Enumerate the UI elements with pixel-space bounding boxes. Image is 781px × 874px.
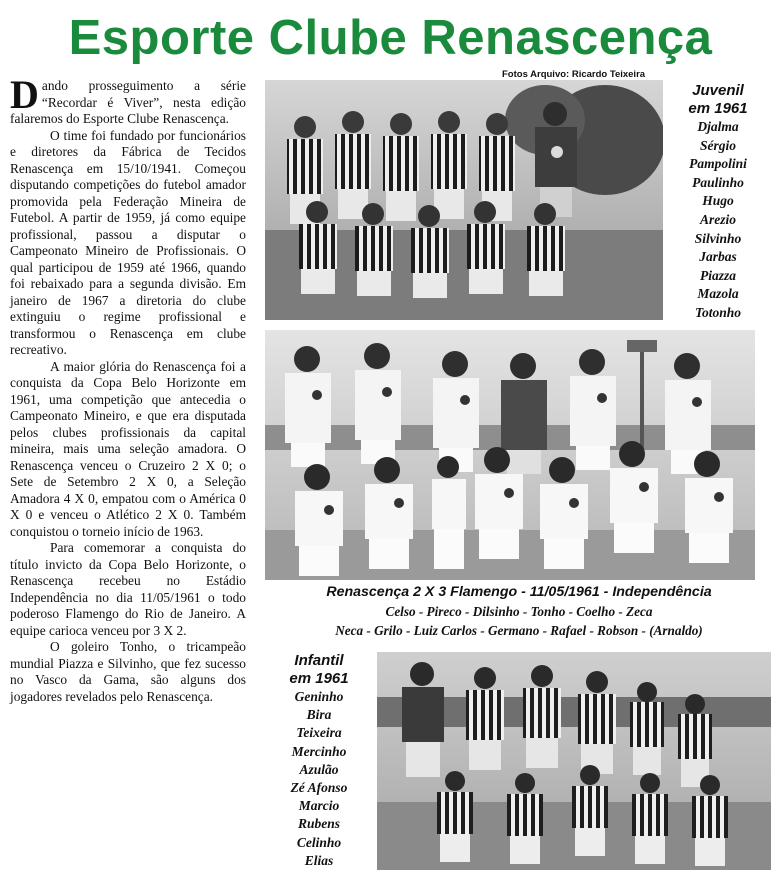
- juvenil-team-photo: [265, 80, 663, 320]
- player-name: Sérgio: [699, 137, 736, 153]
- player-name: Azulão: [299, 761, 339, 777]
- flamengo-game-team-photo-image: [265, 330, 755, 580]
- player-name: Arezio: [699, 211, 736, 227]
- player-name: Celinho: [296, 834, 342, 850]
- player-name: Mercinho: [291, 743, 347, 759]
- infantil-heading-line2: em 1961: [289, 670, 349, 687]
- player-name: Paulinho: [692, 174, 744, 190]
- player-name: Bira: [306, 707, 332, 723]
- juvenil-team-photo-image: [265, 80, 663, 320]
- player-name: Elias: [304, 852, 334, 868]
- page-title: Esporte Clube Renascença: [68, 11, 713, 65]
- flamengo-game-team-photo: [265, 330, 755, 580]
- player-name: Geninho: [294, 689, 344, 704]
- infantil-heading-line1: Infantil: [294, 652, 344, 669]
- juvenil-heading: [666, 82, 770, 118]
- player-name: Mazola: [697, 286, 739, 302]
- article-paragraph: A maior glória do Renascença foi a conquista da Copa Belo Horizonte em 1961, uma competição que antecedia o Campeonato Mineiro, e que era disputada pelos clubes profissionais da capital mineira, mais uma seleção amadora. O Renascença venceu o Cruzeiro 2 X 0; o Sete de Setembro 2 X 0, a Seleção Amadora 4 X 0, empatou com o América 0 X 0 e venceu o Atlético 2 X 0. Também conquistou o torneio início de 1963.: [10, 358, 246, 539]
- drop-cap: D: [10, 72, 39, 117]
- article-paragraph: [10, 72, 246, 128]
- infantil-team-photo-image: [377, 652, 771, 870]
- player-name: Totonho: [694, 304, 742, 320]
- player-name: Rubens: [297, 816, 341, 832]
- player-name: Hugo: [702, 193, 734, 209]
- infantil-caption: [270, 652, 368, 870]
- player-name: Marcio: [298, 798, 340, 814]
- match-result: Renascença 2 X 3 Flamengo - 11/05/1961 - Independência: [326, 584, 712, 600]
- juvenil-heading-line2: em 1961: [688, 100, 748, 117]
- infantil-team-photo: [377, 652, 771, 870]
- juvenil-heading-line1: Juvenil: [692, 82, 744, 99]
- juvenil-caption: [666, 82, 770, 323]
- article-paragraph: O time foi fundado por funcionários e diretores da Fábrica de Tecidos Renascença em 15/10/1941. Começou disputando competições do futebol amador promovida pela Federação Mineira de Futebol. A partir de 1959, já como equipe profissional, passou a disputar o Campeonato Mineiro de Profissionais. O qual participou de 1959 até 1966, quando foi rebaixado para a segunda divisão. Em janeiro de 1967 a diretoria do clube extinguiu o regime profissional e transformou o Renascença em clube recreativo.: [10, 127, 246, 357]
- player-name: Teixeira: [296, 725, 342, 741]
- player-name: Zé Afonso: [290, 780, 348, 796]
- photo-credit: Fotos Arquivo: Ricardo Teixeira: [502, 69, 646, 80]
- flamengo-game-caption: [262, 583, 776, 640]
- lineup-row-2: Neca - Grilo - Luiz Carlos - Germano - Rafael - Robson - (Arnaldo): [335, 623, 703, 638]
- player-name: Jarbas: [699, 249, 737, 265]
- juvenil-roster: [666, 118, 770, 323]
- infantil-roster: [270, 688, 368, 870]
- lineup-row-1: Celso - Pireco - Dilsinho - Tonho - Coelho - Zeca: [385, 604, 653, 619]
- article-body: [10, 72, 246, 705]
- article-paragraph: O goleiro Tonho, o tricampeão mundial Piazza e Silvinho, que fez sucesso no Vasco da Gama, são alguns dos jogadores revelados pelo Renascença.: [10, 639, 246, 704]
- infantil-heading: [270, 652, 368, 688]
- player-name: Silvinho: [694, 230, 742, 246]
- player-name: Pampolini: [689, 156, 747, 172]
- player-name: Djalma: [697, 119, 739, 134]
- article-paragraph-text: ando prosseguimento a série “Recordar é Viver”, nesta edição falaremos do Esporte Clube Renascença.: [10, 78, 246, 126]
- player-name: Piazza: [699, 267, 736, 283]
- article-paragraph: Para comemorar a conquista do título invicto da Copa Belo Horizonte, o Renascença recebeu no Estádio Independência no dia 11/05/1961 o todo poderoso Flamengo do Rio de Janeiro. A equipe carioca venceu por 3 X 2.: [10, 540, 246, 638]
